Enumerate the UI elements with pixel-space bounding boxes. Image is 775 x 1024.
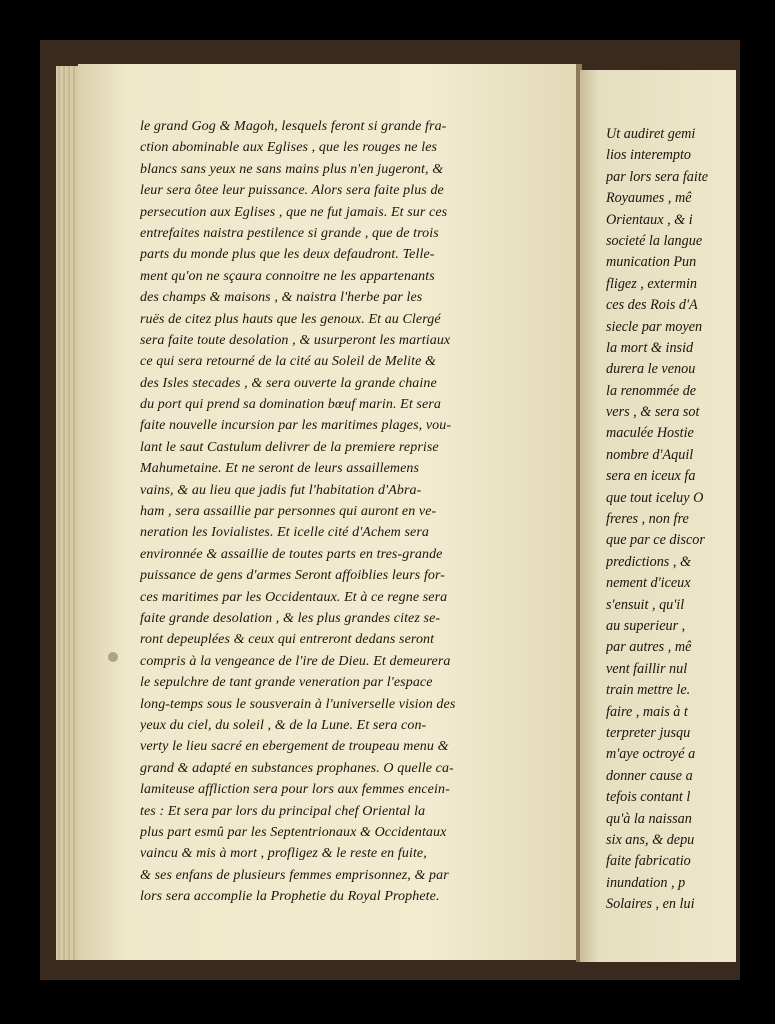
left_page-line: ruës de citez plus hauts que les genoux. Et au Clergé <box>140 311 441 327</box>
right_page-line: tefois contant l <box>606 789 691 806</box>
left_page-line: le sepulchre de tant grande veneration par l'espace <box>140 675 433 691</box>
left_page-line: faite grande desolation , & les plus grandes citez se- <box>140 610 441 626</box>
left_page-line: des Isles stecades , & sera ouverte la grande chaine <box>140 375 437 391</box>
right_page-line: par lors sera faite <box>606 168 709 185</box>
left_page-line: yeux du ciel, du soleil , & de la Lune. Et sera con- <box>140 717 427 733</box>
left_page-line: leur sera ôtee leur puissance. Alors sera faite plus de <box>140 183 444 199</box>
right_page-line: nement d'iceux <box>606 575 691 592</box>
left_page-line: persecution aux Eglises , que ne fut jamais. Et sur ces <box>140 204 448 220</box>
left_page-line: des champs & maisons , & naistra l'herbe par les <box>140 290 423 306</box>
right_page-line: au superieur , <box>606 617 686 634</box>
left_page-line: le grand Gog & Magoh, lesquels feront si grande fra- <box>140 119 447 134</box>
right_page-line: la renommée de <box>606 382 697 399</box>
left_page-line: lors sera accomplie la Prophetie du Royal Prophete. <box>140 889 440 905</box>
left_page-line: neration les Iovialistes. Et icelle cité d'Achem sera <box>140 525 429 541</box>
right_page-line: m'aye octroyé a <box>606 746 696 763</box>
right_page-line: inundation , p <box>606 874 686 891</box>
left_page-line: parts du monde plus que les deux defaudront. Telle- <box>140 247 435 263</box>
right_page-line: durera le venou <box>606 361 696 378</box>
left_page-line: lant le saut Castulum delivrer de la premiere reprise <box>140 439 439 455</box>
left_page-line: ment qu'on ne sçaura connoitre ne les appartenants <box>140 268 435 284</box>
right_page-line: Solaires , en lui <box>606 896 695 913</box>
right_page-line: societé la langue <box>606 232 703 249</box>
right_page-line: freres , non fre <box>606 511 689 528</box>
left_page-line: ce qui sera retourné de la cité au Soleil de Melite & <box>140 354 436 370</box>
left_page-line: compris à la vengeance de l'ire de Dieu. Et demeurera <box>140 653 451 669</box>
right_page-line: six ans, & depu <box>606 831 695 848</box>
right_page-line: vent faillir nul <box>606 660 688 677</box>
right_page-line: Orientaux , & i <box>606 211 693 228</box>
right_page-line: lios interempto <box>606 147 691 164</box>
right_page-line: par autres , mê <box>606 639 692 656</box>
right_page-line: nombre d'Aquil <box>606 446 694 463</box>
left_page-line: grand & adapté en substances prophanes. O quelle ca- <box>140 760 454 776</box>
left_page-line: plus part esmû par les Septentrionaux & Occidentaux <box>140 824 447 840</box>
left_page-line: entrefaites naistra pestilence si grande , que de trois <box>140 225 439 241</box>
left_page-line: vains, & au lieu que jadis fut l'habitation d'Abra- <box>140 482 422 498</box>
left_page-line: Mahumetaine. Et ne seront de leurs assaillemens <box>140 461 420 477</box>
right_page-line: siecle par moyen <box>606 318 703 335</box>
left_page-line: & ses enfans de plusieurs femmes emprisonnez, & par <box>140 867 449 883</box>
right_page-line: faite fabricatio <box>606 853 691 870</box>
right_page-line: Royaumes , mê <box>606 190 692 207</box>
left_page-line: lamiteuse affliction sera pour lors aux femmes encein- <box>140 782 450 798</box>
right_page-line: predictions , & <box>606 553 691 570</box>
left_page-line: ront depeuplées & ceux qui entreront dedans seront <box>140 632 435 648</box>
left_page-line: tes : Et sera par lors du principal chef Oriental la <box>140 803 426 819</box>
left_page-line: faite nouvelle incursion par les maritimes plages, vou- <box>140 418 452 434</box>
right_page-line: la mort & insid <box>606 339 694 356</box>
left_page-line: sera faite toute desolation , & usurperont les martiaux <box>140 332 451 348</box>
right_page-line: Ut audiret gemi <box>606 126 696 142</box>
right_page-line: munication Pun <box>606 254 697 271</box>
right_page-line: faire , mais à t <box>606 703 688 720</box>
right_page-line: vers , & sera sot <box>606 404 700 421</box>
right_page-line: fligez , extermin <box>606 275 698 292</box>
left_page-line: vaincu & mis à mort , profligez & le reste en fuite, <box>140 846 427 862</box>
left_page-line: ction abominable aux Eglises , que les rouges ne les <box>140 140 438 156</box>
left_page-line: long-temps sous le sousverain à l'universelle vision des <box>140 696 456 712</box>
right_page-line: s'ensuit , qu'il <box>606 596 685 613</box>
left_page-line: puissance de gens d'armes Seront affoiblies leurs for- <box>140 568 446 584</box>
right_page-line: que tout iceluy O <box>606 489 704 506</box>
right_page-line: ces des Rois d'A <box>606 297 698 314</box>
left_page-line: ham , sera assaillie par personnes qui auront en ve- <box>140 504 437 520</box>
left_page-line: ces maritimes par les Occidentaux. Et à ce regne sera <box>140 589 448 605</box>
right-page-text <box>606 124 736 915</box>
left_page-line: blancs sans yeux ne sans mains plus n'en jugeront, & <box>140 161 444 177</box>
left_page-line: verty le lieu sacré en ebergement de troupeau menu & <box>140 739 449 755</box>
ink-stain <box>108 652 118 662</box>
right_page-line: qu'à la naissan <box>606 810 692 827</box>
right_page-line: maculée Hostie <box>606 425 694 442</box>
right_page-line: que par ce discor <box>606 532 705 549</box>
right_page-line: donner cause a <box>606 767 693 784</box>
right_page-line: terpreter jusqu <box>606 724 691 741</box>
right_page-line: sera en iceux fa <box>606 468 696 485</box>
left_page-line: environnée & assaillie de toutes parts en tres-grande <box>140 546 443 562</box>
left_page-line: du port qui prend sa domination bœuf marin. Et sera <box>140 397 441 413</box>
right-page <box>580 70 736 962</box>
left-page <box>78 64 578 960</box>
left-page-text <box>140 116 572 907</box>
right_page-line: train mettre le. <box>606 682 691 699</box>
